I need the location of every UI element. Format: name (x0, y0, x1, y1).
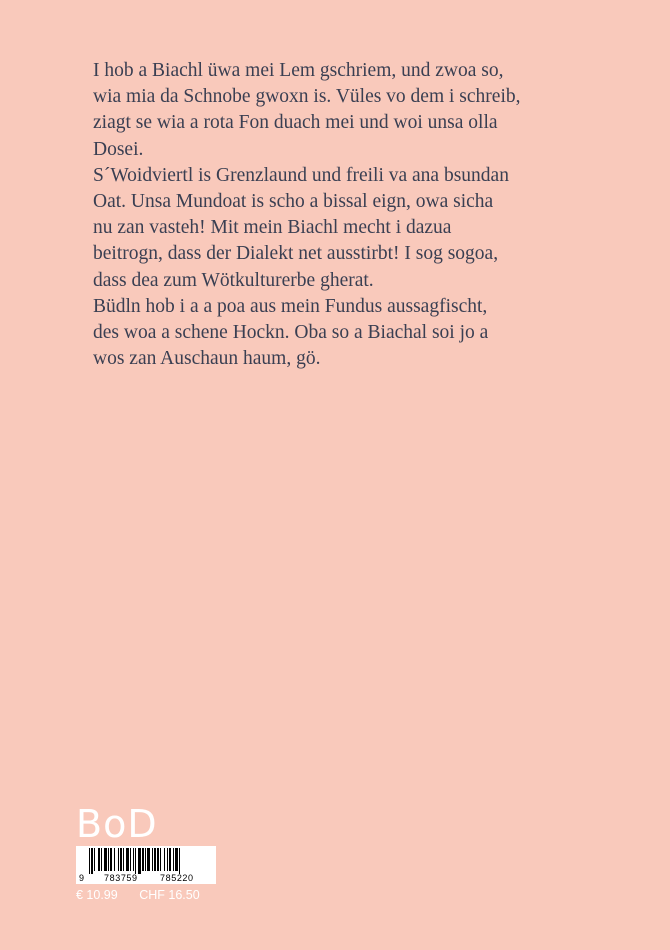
blurb-line: Büdln hob i a a poa aus mein Fundus aussagfischt, (93, 295, 488, 317)
back-cover-blurb (93, 58, 613, 372)
barcode-digits-2: 783759 (104, 873, 138, 883)
blurb-paragraph-2 (93, 163, 613, 294)
price-eur: € 10.99 (76, 888, 118, 902)
blurb-line: Oat. Unsa Mundoat is scho a bissal eign, owa sicha (93, 191, 494, 213)
blurb-line: Dosei. (93, 138, 144, 160)
barcode-digits-1: 9 (79, 873, 85, 883)
isbn-barcode (76, 846, 216, 884)
barcode-digits-3: 785220 (160, 873, 194, 883)
price-line (76, 887, 236, 903)
blurb-line: dass dea zum Wötkulturerbe gherat. (93, 269, 374, 291)
blurb-line: I hob a Biachl üwa mei Lem gschriem, und zwoa so, (93, 60, 504, 81)
blurb-line: nu zan vasteh! Mit mein Biachl mecht i dazua (93, 217, 452, 239)
blurb-line: beitrogn, dass der Dialekt net ausstirbt! I sog sogoa, (93, 243, 499, 265)
blurb-paragraph-1 (93, 58, 613, 163)
blurb-paragraph-3 (93, 294, 613, 373)
barcode-graphic (76, 846, 216, 884)
blurb-line: S´Woidviertl is Grenzlaund und freili va ana bsundan (93, 164, 509, 186)
blurb-line: wos zan Auschaun haum, gö. (93, 348, 321, 370)
publisher-logo: BoD (76, 802, 158, 846)
blurb-line: wia mia da Schnobe gwoxn is. Vüles vo dem i schreib, (93, 86, 521, 108)
price-chf: CHF 16.50 (139, 888, 200, 902)
blurb-line: des woa a schene Hockn. Oba so a Biachal soi jo a (93, 322, 489, 344)
blurb-line: ziagt se wia a rota Fon duach mei und woi unsa olla (93, 112, 498, 134)
